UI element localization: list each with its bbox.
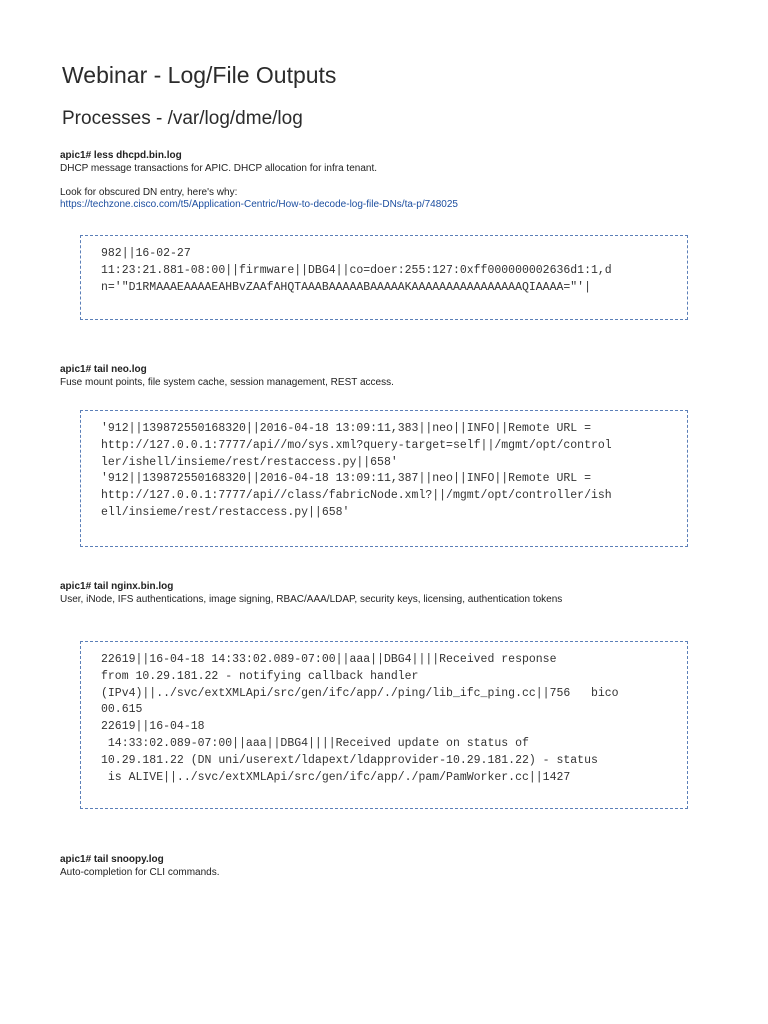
code-line: 11:23:21.881-08:00||firmware||DBG4||co=doer:255:127:0xff000000002636d1:1,d <box>101 263 612 277</box>
command-nginx: apic1# tail nginx.bin.log <box>60 581 174 592</box>
code-line: 22619||16-04-18 <box>101 720 205 734</box>
code-line: ler/ishell/insieme/rest/restaccess.py||658' <box>101 455 398 469</box>
decode-dn-link[interactable]: https://techzone.cisco.com/t5/Application-Centric/How-to-decode-log-file-DNs/ta-p/748025 <box>60 199 458 210</box>
code-line: http://127.0.0.1:7777/api//class/fabricNode.xml?||/mgmt/opt/controller/ish <box>101 489 612 503</box>
description-snoopy: Auto-completion for CLI commands. <box>60 867 220 878</box>
command-dhcpd: apic1# less dhcpd.bin.log <box>60 150 182 161</box>
code-line: n='"D1RMAAAEAAAAEAHBvZAAfAHQTAAABAAAAABAAAAAKAAAAAAAAAAAAAAAAQIAAAA="'| <box>101 280 591 294</box>
note-obscured-dn: Look for obscured DN entry, here's why: <box>60 187 238 198</box>
description-nginx: User, iNode, IFS authentications, image signing, RBAC/AAA/LDAP, security keys, licensing, authentication tokens <box>60 594 563 605</box>
code-line: from 10.29.181.22 - notifying callback handler <box>101 669 419 683</box>
code-block-dhcpd <box>80 235 688 320</box>
code-line: '912||139872550168320||2016-04-18 13:09:11,387||neo||INFO||Remote URL = <box>101 472 591 486</box>
code-line: (IPv4)||../svc/extXMLApi/src/gen/ifc/app/./ping/lib_ifc_ping.cc||756 bico <box>101 686 619 700</box>
code-block-neo <box>80 410 688 547</box>
code-line: '912||139872550168320||2016-04-18 13:09:11,383||neo||INFO||Remote URL = <box>101 422 591 435</box>
command-neo: apic1# tail neo.log <box>60 364 147 375</box>
code-line: is ALIVE||../svc/extXMLApi/src/gen/ifc/app/./pam/PamWorker.cc||1427 <box>101 770 571 784</box>
code-line: 14:33:02.089-07:00||aaa||DBG4||||Received update on status of <box>101 736 529 750</box>
code-line: http://127.0.0.1:7777/api//mo/sys.xml?query-target=self||/mgmt/opt/control <box>101 438 612 452</box>
code-block-nginx <box>80 641 688 809</box>
code-line: 00.615 <box>101 703 143 717</box>
code-line: 10.29.181.22 (DN uni/userext/ldapext/ldapprovider-10.29.181.22) - status <box>101 753 598 767</box>
page-title: Webinar - Log/File Outputs <box>62 62 337 88</box>
description-neo: Fuse mount points, file system cache, session management, REST access. <box>60 377 394 388</box>
description-dhcpd: DHCP message transactions for APIC. DHCP allocation for infra tenant. <box>60 163 377 174</box>
code-line: 22619||16-04-18 14:33:02.089-07:00||aaa||DBG4||||Received response <box>101 653 557 666</box>
page-subtitle: Processes - /var/log/dme/log <box>62 108 303 129</box>
code-line: 982||16-02-27 <box>101 247 191 260</box>
code-line: ell/insieme/rest/restaccess.py||658' <box>101 505 350 519</box>
command-snoopy: apic1# tail snoopy.log <box>60 854 164 865</box>
